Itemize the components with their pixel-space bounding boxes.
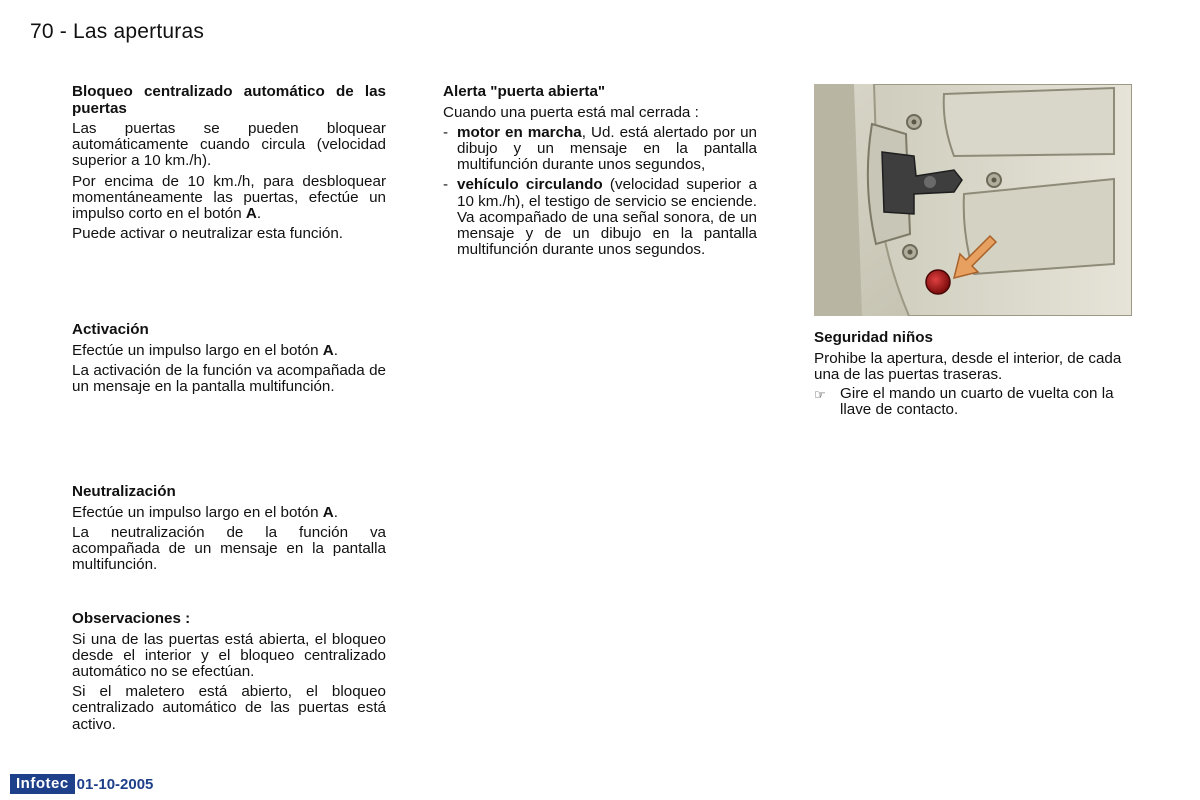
pointing-hand-icon: ☞ [814, 386, 826, 402]
paragraph [72, 174, 386, 223]
dash-marker: - [443, 123, 449, 141]
paragraph: La activación de la función va acompañada de un mensaje en la pantalla multifunción. [72, 361, 386, 395]
paragraph: Si el maletero está abierto, el bloqueo centralizado automático de las puertas está activo. [72, 683, 386, 733]
left-column [72, 84, 386, 764]
section-heading: Alerta "puerta abierta" [443, 83, 606, 100]
section-heading: Activación [72, 321, 149, 338]
section-heading: Seguridad niños [814, 329, 933, 346]
list-item-lead: motor en marcha [457, 123, 582, 141]
section-neutralizacion [72, 484, 386, 577]
hint-item [814, 386, 1132, 418]
text-span: Efectúe un impulso largo en el botón [72, 341, 323, 359]
paragraph: Puede activar o neutralizar esta función. [72, 225, 344, 243]
paragraph: Cuando una puerta está mal cerrada : [443, 103, 699, 121]
button-ref: A [322, 341, 334, 359]
text-span: . [256, 205, 262, 223]
footer [10, 773, 153, 795]
section-heading: Neutralización [72, 483, 176, 500]
footer-date: 01-10-2005 [76, 775, 154, 793]
paragraph [72, 343, 386, 359]
button-ref: A [322, 503, 334, 521]
list-item-text: , Ud. está alertado por un dibujo y un mensaje en la pantalla multifunción durante unos segundos, [457, 123, 757, 174]
section-observaciones [72, 611, 386, 737]
list-item-text: (velocidad superior a 10 km./h), el testigo de servicio se enciende. Va acompañado de una señal sonora, de un mensaje y de un dibujo en la pantalla multifunción durante unos segundos. [457, 176, 757, 259]
section-activacion [72, 322, 386, 399]
list-item-lead: vehículo circulando [457, 176, 603, 194]
list-item [443, 125, 757, 174]
page-title: 70 - Las aperturas [30, 20, 205, 43]
right-column [814, 330, 1132, 418]
paragraph: Las puertas se pueden bloquear automáticamente cuando circula (velocidad superior a 10 km./h). [72, 120, 386, 170]
infotec-logo: Infotec [10, 774, 75, 794]
section-bloqueo [72, 84, 386, 246]
list-item [443, 177, 757, 258]
paragraph: Prohibe la apertura, desde el interior, de cada una de las puertas traseras. [814, 349, 1122, 383]
section-heading: Bloqueo centralizado automático de las puertas [72, 83, 386, 117]
child-lock-illustration [814, 84, 1132, 316]
door-illustration-icon [814, 84, 1132, 316]
text-span: . [333, 341, 338, 359]
hint-text: Gire el mando un cuarto de vuelta con la llave de contacto. [840, 384, 1114, 419]
paragraph: La neutralización de la función va acompañada de un mensaje en la pantalla multifunción. [72, 523, 386, 574]
button-ref: A [245, 205, 257, 223]
text-span: Efectúe un impulso largo en el botón [72, 503, 323, 521]
middle-column [443, 84, 757, 262]
text-span: . [333, 503, 338, 521]
section-heading: Observaciones : [72, 610, 191, 627]
paragraph: Si una de las puertas está abierta, el bloqueo desde el interior y el bloqueo centralizado automático no se efectúan. [72, 630, 386, 680]
dash-marker: - [443, 176, 449, 194]
text-span: Por encima de 10 km./h, para desbloquear momentáneamente las puertas, efectúe un impulso corto en el botón [72, 172, 386, 223]
paragraph [72, 505, 386, 521]
